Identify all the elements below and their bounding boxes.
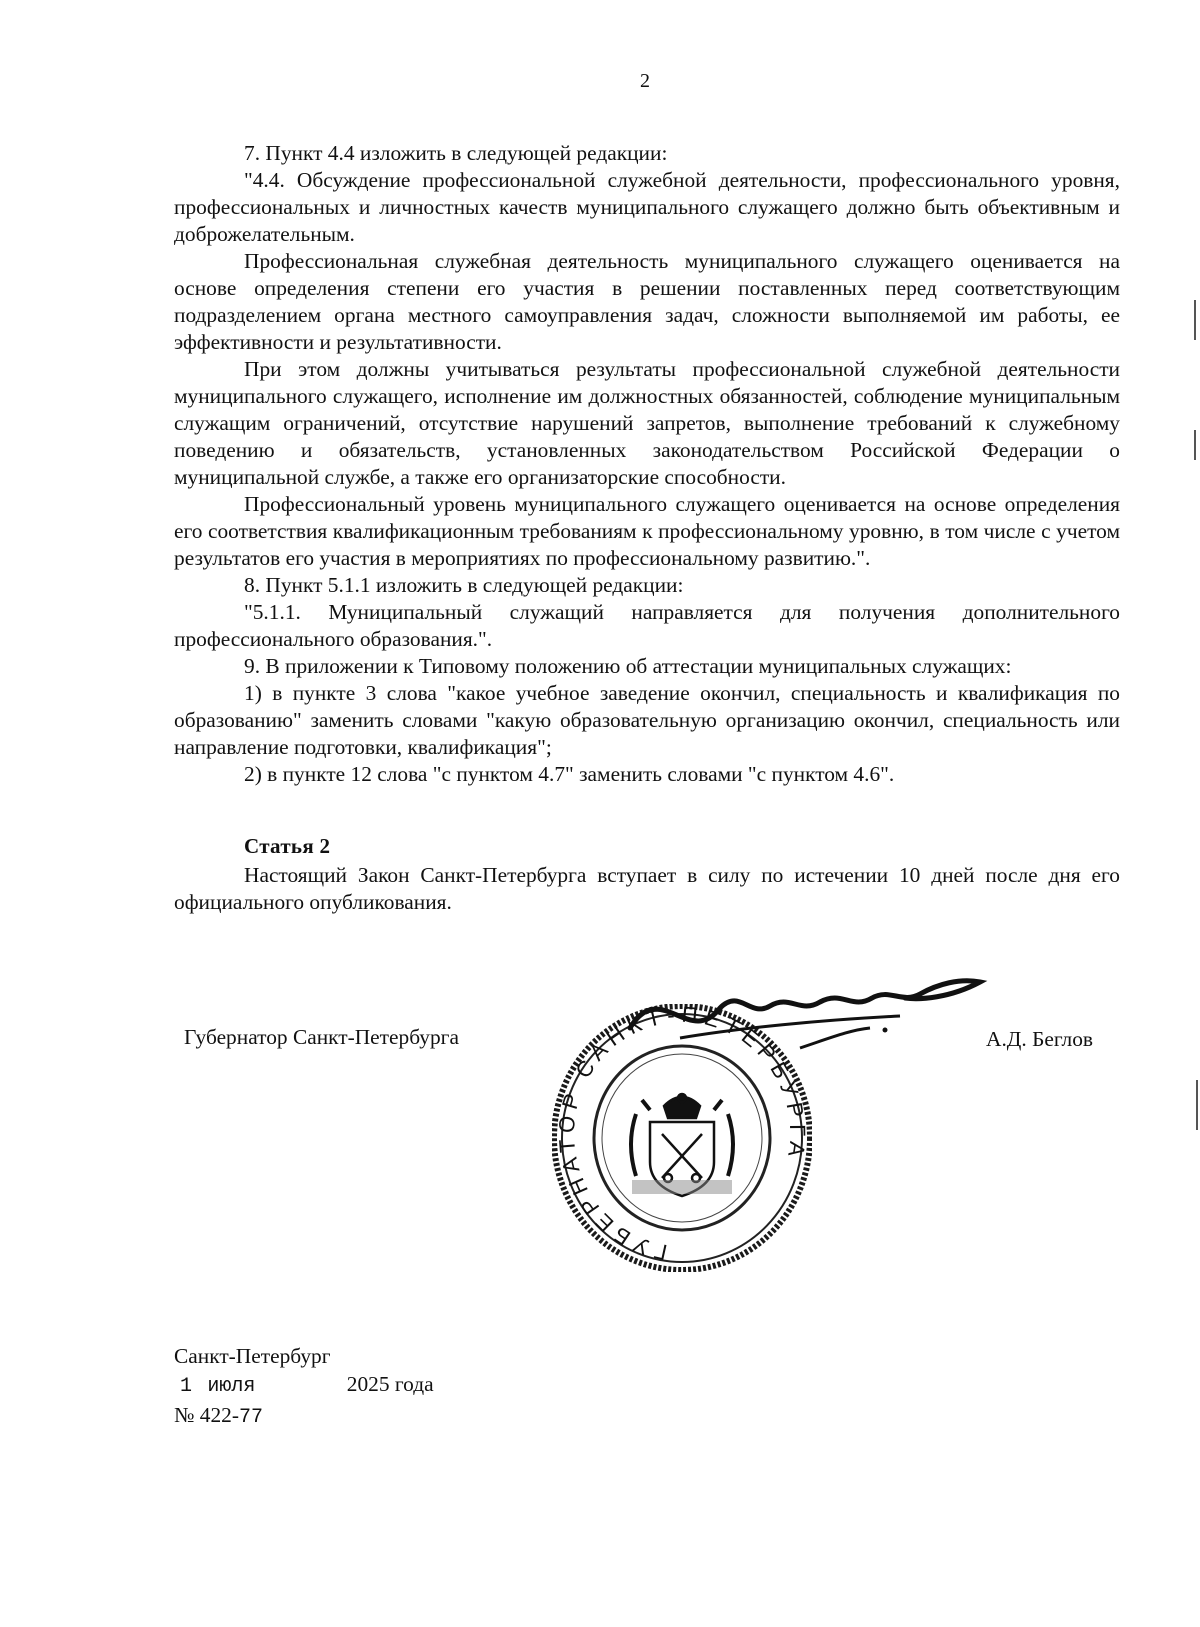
paragraph-item9: 9. В приложении к Типовому положению об аттестации муниципальных служащих:: [244, 654, 1012, 678]
city: Санкт-Петербург: [174, 1344, 331, 1368]
page-number: 2: [640, 70, 650, 92]
svg-text:ГУБЕРНАТОР САНКТ-ПЕТЕРБУРГА: ГУБЕРНАТОР САНКТ-ПЕТЕРБУРГА: [553, 1004, 811, 1265]
paragraph-sub2: 2) в пункте 12 слова "с пунктом 4.7" заменить словами "с пунктом 4.6".: [244, 762, 895, 786]
signatory-position: Губернатор Санкт-Петербурга: [184, 1025, 459, 1049]
article-text: Настоящий Закон Санкт-Петербурга вступает в силу по истечении 10 дней после дня его официального опубликования.: [174, 863, 1120, 914]
paragraph-level: Профессиональный уровень муниципального служащего оценивается на основе определения его соответствия квалификационным требованиям к профессиональному уровню, в том числе с учетом результатов его участия в мероприятиях по профессиональному развитию.".: [174, 492, 1120, 570]
paragraph-activity: Профессиональная служебная деятельность муниципального служащего оценивается на основе определения степени его участия в решении поставленных перед соответствующим подразделением органа местного самоуправления задач, сложности выполняемой им работы, ее эффективности и результативности.: [174, 249, 1120, 354]
date: [174, 1370, 434, 1401]
paragraph-results: При этом должны учитываться результаты профессиональной служебной деятельности муниципального служащего, исполнение им должностных обязанностей, соблюдение муниципальным служащим ограничений, отсутствие нарушений запретов, выполнение требований к служебному поведению и обязательств, установленных законодательством Российской Федерации о муниципальной службе, а также его организаторские способности.: [174, 357, 1120, 489]
law-number-suffix: 77: [238, 1406, 263, 1429]
article-heading: Статья 2: [244, 834, 331, 858]
signatory-name: А.Д. Беглов: [986, 1027, 1094, 1051]
date-year: 2025 года: [346, 1372, 434, 1396]
handwritten-signature: [620, 968, 990, 1078]
date-month: июля: [207, 1375, 256, 1398]
paragraph-item7: 7. Пункт 4.4 изложить в следующей редакции:: [244, 141, 668, 165]
amendments-text: [174, 140, 1120, 788]
law-number-prefix: № 422-: [174, 1403, 239, 1427]
law-number: [174, 1401, 434, 1432]
scan-artifact: [1194, 430, 1196, 460]
paragraph-5-1-1: "5.1.1. Муниципальный служащий направляется для получения дополнительного профессионального образования.".: [174, 600, 1120, 651]
place-date-number: [174, 1342, 434, 1432]
scan-artifact: [1196, 1080, 1198, 1130]
scan-artifact: [1194, 300, 1196, 340]
paragraph-sub1: 1) в пункте 3 слова "какое учебное заведение окончил, специальность и квалификация по образованию" заменить словами "какую образовательную организацию окончил, специальность или направление подготовки, квалификация";: [174, 681, 1120, 759]
date-day: 1: [180, 1375, 193, 1398]
paragraph-item8: 8. Пункт 5.1.1 изложить в следующей редакции:: [244, 573, 684, 597]
paragraph-4-4: "4.4. Обсуждение профессиональной служебной деятельности, профессионального уровня, профессиональных и личностных качеств муниципального служащего должно быть объективным и доброжелательным.: [174, 168, 1120, 246]
